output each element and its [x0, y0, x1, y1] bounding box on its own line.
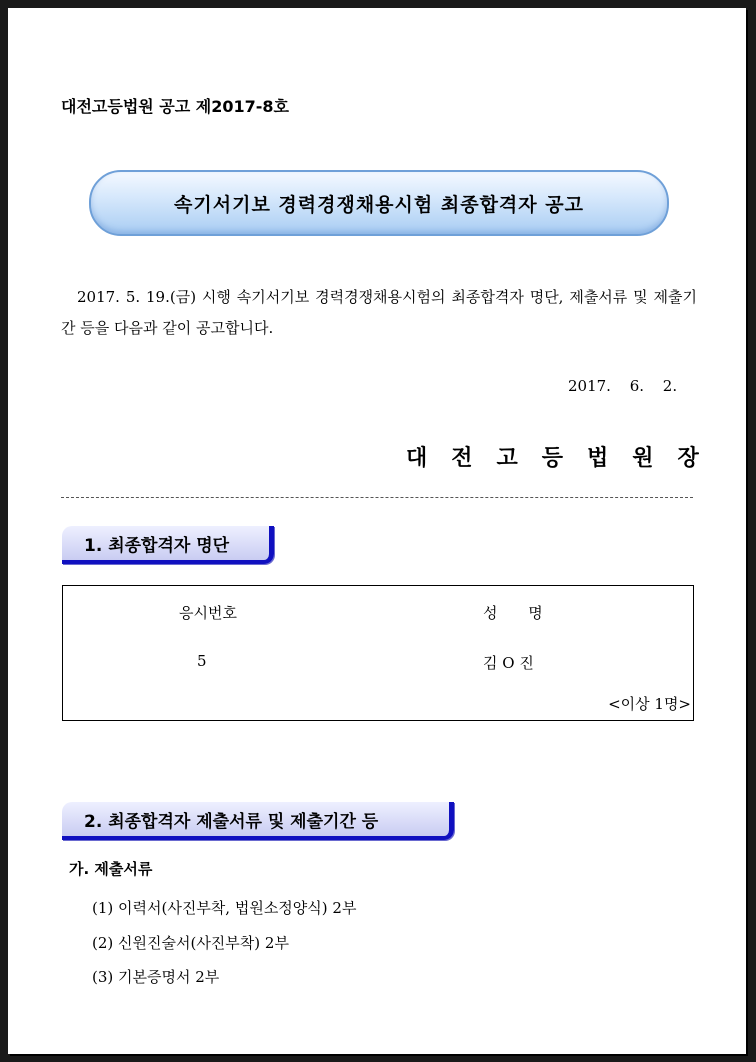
documents-subheading: 가. 제출서류 [69, 860, 153, 878]
section-2-heading-label: 2. 최종합격자 제출서류 및 제출기간 등 [84, 811, 379, 832]
table-cell-exam-number: 5 [197, 652, 207, 670]
document-list [92, 896, 356, 1000]
intro-paragraph: 2017. 5. 19.(금) 시행 속기서기보 경력경쟁채용시험의 최종합격자 명단, 제출서류 및 제출기간 등을 다음과 같이 공고합니다. [61, 288, 697, 337]
section-1-heading-label: 1. 최종합격자 명단 [84, 535, 230, 556]
table-cell-name: 김 O 진 [483, 654, 534, 672]
list-item: (1) 이력서(사진부착, 법원소정양식) 2부 [92, 899, 357, 917]
passer-count-note: <이상 1명> [608, 695, 691, 713]
notice-number: 대전고등법원 공고 제2017-8호 [61, 97, 290, 116]
issue-date: 2017. 6. 2. [568, 377, 678, 395]
list-item: (2) 신원진술서(사진부착) 2부 [92, 933, 289, 952]
column-header-exam-number: 응시번호 [179, 604, 237, 622]
dashed-divider [61, 497, 693, 498]
list-item: (3) 기본증명서 2부 [92, 968, 220, 986]
issuer-name: 대전고등법원장 [406, 445, 723, 471]
document-title: 속기서기보 경력경쟁채용시험 최종합격자 공고 [174, 193, 584, 216]
section-2-heading [62, 802, 454, 840]
document-page [8, 8, 746, 1054]
column-header-name: 성 명 [483, 604, 543, 622]
passer-table [62, 585, 694, 721]
section-1-heading [62, 526, 274, 564]
title-banner [89, 170, 669, 236]
